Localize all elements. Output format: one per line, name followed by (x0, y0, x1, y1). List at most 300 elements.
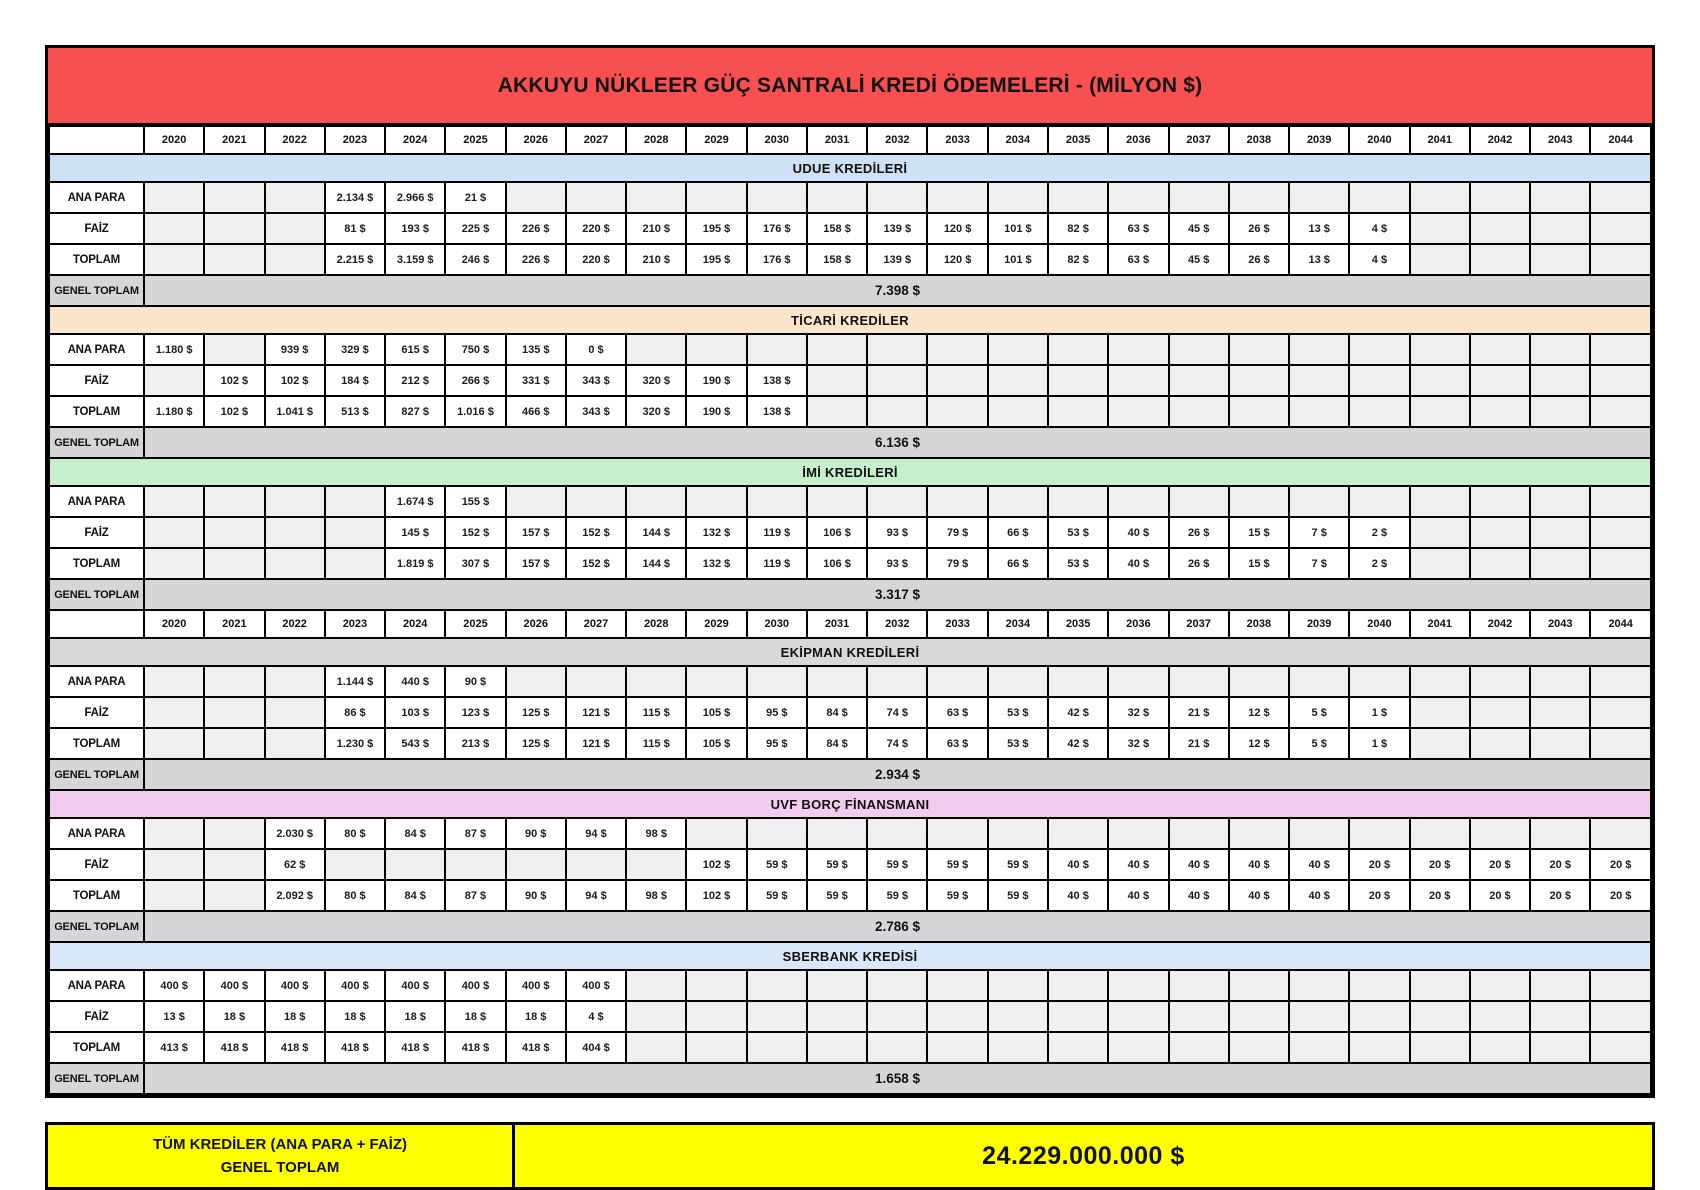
value-cell-sberbank-toplam-2032 (867, 1032, 927, 1063)
value-cell-uvf-faiz-2028 (626, 849, 686, 880)
value-cell-sberbank-ana_para-2036 (1108, 970, 1168, 1001)
value-cell-imi-faiz-2031: 106 $ (807, 517, 867, 548)
value-cell-ticari-toplam-2034 (988, 396, 1048, 427)
year-header-cell: 2022 (265, 610, 325, 638)
ekipman-faiz-row (49, 697, 1651, 728)
value-cell-sberbank-faiz-2030 (747, 1001, 807, 1032)
value-cell-sberbank-faiz-2040 (1349, 1001, 1409, 1032)
year-header-cell: 2044 (1590, 126, 1651, 154)
value-cell-udue-faiz-2036: 63 $ (1108, 213, 1168, 244)
value-cell-sberbank-faiz-2021: 18 $ (204, 1001, 264, 1032)
value-cell-ekipman-ana_para-2020 (144, 666, 204, 697)
value-cell-ticari-faiz-2041 (1410, 365, 1470, 396)
value-cell-imi-toplam-2031: 106 $ (807, 548, 867, 579)
genel-toplam-value-uvf: 2.786 $ (144, 911, 1651, 942)
value-cell-ticari-faiz-2043 (1530, 365, 1590, 396)
value-cell-ekipman-toplam-2043 (1530, 728, 1590, 759)
value-cell-ekipman-faiz-2033: 63 $ (927, 697, 987, 728)
value-cell-ekipman-ana_para-2029 (686, 666, 746, 697)
value-cell-ticari-toplam-2041 (1410, 396, 1470, 427)
value-cell-udue-toplam-2021 (204, 244, 264, 275)
value-cell-ticari-faiz-2032 (867, 365, 927, 396)
value-cell-ticari-faiz-2031 (807, 365, 867, 396)
value-cell-imi-toplam-2022 (265, 548, 325, 579)
genel-toplam-value-imi: 3.317 $ (144, 579, 1651, 610)
value-cell-ticari-ana_para-2043 (1530, 334, 1590, 365)
value-cell-imi-faiz-2037: 26 $ (1169, 517, 1229, 548)
value-cell-sberbank-faiz-2023: 18 $ (325, 1001, 385, 1032)
section-banner-uvf: UVF BORÇ FİNANSMANI (49, 790, 1651, 818)
value-cell-udue-faiz-2039: 13 $ (1289, 213, 1349, 244)
value-cell-sberbank-faiz-2039 (1289, 1001, 1349, 1032)
year-header-cell: 2029 (686, 126, 746, 154)
value-cell-sberbank-toplam-2033 (927, 1032, 987, 1063)
row-label-toplam: TOPLAM (49, 548, 144, 579)
value-cell-sberbank-ana_para-2030 (747, 970, 807, 1001)
value-cell-sberbank-toplam-2037 (1169, 1032, 1229, 1063)
value-cell-sberbank-ana_para-2028 (626, 970, 686, 1001)
value-cell-imi-faiz-2025: 152 $ (445, 517, 505, 548)
value-cell-ticari-faiz-2042 (1470, 365, 1530, 396)
row-label-faiz: FAİZ (49, 517, 144, 548)
section-banner-row-sberbank (49, 942, 1651, 970)
value-cell-uvf-toplam-2037: 40 $ (1169, 880, 1229, 911)
value-cell-sberbank-toplam-2020: 413 $ (144, 1032, 204, 1063)
value-cell-uvf-faiz-2022: 62 $ (265, 849, 325, 880)
value-cell-ekipman-toplam-2041 (1410, 728, 1470, 759)
value-cell-uvf-ana_para-2026: 90 $ (506, 818, 566, 849)
value-cell-sberbank-ana_para-2026: 400 $ (506, 970, 566, 1001)
value-cell-udue-faiz-2042 (1470, 213, 1530, 244)
value-cell-sberbank-faiz-2037 (1169, 1001, 1229, 1032)
value-cell-udue-ana_para-2026 (506, 182, 566, 213)
footer-label-line1: TÜM KREDİLER (ANA PARA + FAİZ) (152, 1135, 408, 1153)
year-header-cell: 2027 (566, 610, 626, 638)
value-cell-ekipman-toplam-2038: 12 $ (1229, 728, 1289, 759)
value-cell-sberbank-faiz-2022: 18 $ (265, 1001, 325, 1032)
value-cell-udue-ana_para-2025: 21 $ (445, 182, 505, 213)
value-cell-imi-ana_para-2037 (1169, 486, 1229, 517)
value-cell-ticari-faiz-2022: 102 $ (265, 365, 325, 396)
value-cell-ekipman-ana_para-2026 (506, 666, 566, 697)
value-cell-sberbank-toplam-2035 (1048, 1032, 1108, 1063)
year-header-cell: 2035 (1048, 610, 1108, 638)
value-cell-uvf-toplam-2024: 84 $ (385, 880, 445, 911)
year-header-cell: 2040 (1349, 610, 1409, 638)
value-cell-sberbank-ana_para-2037 (1169, 970, 1229, 1001)
value-cell-sberbank-faiz-2024: 18 $ (385, 1001, 445, 1032)
value-cell-uvf-toplam-2043: 20 $ (1530, 880, 1590, 911)
year-header-cell: 2020 (144, 126, 204, 154)
value-cell-ticari-ana_para-2031 (807, 334, 867, 365)
value-cell-ticari-faiz-2033 (927, 365, 987, 396)
value-cell-ticari-toplam-2036 (1108, 396, 1168, 427)
ticari-toplam-row (49, 396, 1651, 427)
year-header-cell: 2037 (1169, 126, 1229, 154)
value-cell-sberbank-ana_para-2034 (988, 970, 1048, 1001)
value-cell-uvf-ana_para-2028: 98 $ (626, 818, 686, 849)
udue-genel-toplam-row (49, 275, 1651, 306)
value-cell-uvf-ana_para-2034 (988, 818, 1048, 849)
value-cell-uvf-faiz-2023 (325, 849, 385, 880)
value-cell-uvf-toplam-2027: 94 $ (566, 880, 626, 911)
value-cell-sberbank-toplam-2025: 418 $ (445, 1032, 505, 1063)
value-cell-ticari-ana_para-2026: 135 $ (506, 334, 566, 365)
year-header-cell: 2020 (144, 610, 204, 638)
value-cell-ekipman-ana_para-2031 (807, 666, 867, 697)
value-cell-ticari-ana_para-2036 (1108, 334, 1168, 365)
value-cell-sberbank-faiz-2035 (1048, 1001, 1108, 1032)
value-cell-udue-faiz-2034: 101 $ (988, 213, 1048, 244)
uvf-toplam-row (49, 880, 1651, 911)
genel-toplam-value-ticari: 6.136 $ (144, 427, 1651, 458)
value-cell-ekipman-faiz-2028: 115 $ (626, 697, 686, 728)
row-label-ana_para: ANA PARA (49, 334, 144, 365)
year-header-row (49, 610, 1651, 638)
value-cell-imi-toplam-2038: 15 $ (1229, 548, 1289, 579)
row-label-genel_toplam: GENEL TOPLAM (49, 759, 144, 790)
value-cell-imi-ana_para-2031 (807, 486, 867, 517)
value-cell-imi-toplam-2034: 66 $ (988, 548, 1048, 579)
section-banner-row-ekipman (49, 638, 1651, 666)
value-cell-sberbank-toplam-2021: 418 $ (204, 1032, 264, 1063)
value-cell-uvf-toplam-2033: 59 $ (927, 880, 987, 911)
value-cell-ticari-ana_para-2040 (1349, 334, 1409, 365)
value-cell-ekipman-faiz-2021 (204, 697, 264, 728)
value-cell-ekipman-toplam-2032: 74 $ (867, 728, 927, 759)
row-label-genel_toplam: GENEL TOPLAM (49, 1063, 144, 1094)
value-cell-ticari-ana_para-2029 (686, 334, 746, 365)
value-cell-imi-toplam-2035: 53 $ (1048, 548, 1108, 579)
value-cell-sberbank-ana_para-2025: 400 $ (445, 970, 505, 1001)
value-cell-ekipman-faiz-2022 (265, 697, 325, 728)
value-cell-uvf-toplam-2044: 20 $ (1590, 880, 1651, 911)
ekipman-ana_para-row (49, 666, 1651, 697)
value-cell-sberbank-ana_para-2031 (807, 970, 867, 1001)
row-label-ana_para: ANA PARA (49, 182, 144, 213)
value-cell-ekipman-faiz-2023: 86 $ (325, 697, 385, 728)
sberbank-toplam-row (49, 1032, 1651, 1063)
value-cell-imi-faiz-2038: 15 $ (1229, 517, 1289, 548)
sberbank-faiz-row (49, 1001, 1651, 1032)
year-header-cell: 2022 (265, 126, 325, 154)
value-cell-imi-faiz-2032: 93 $ (867, 517, 927, 548)
year-header-cell: 2031 (807, 126, 867, 154)
value-cell-ticari-ana_para-2041 (1410, 334, 1470, 365)
year-header-cell: 2042 (1470, 126, 1530, 154)
value-cell-imi-ana_para-2040 (1349, 486, 1409, 517)
year-header-cell: 2033 (927, 126, 987, 154)
value-cell-udue-ana_para-2029 (686, 182, 746, 213)
year-header-cell: 2030 (747, 610, 807, 638)
value-cell-udue-ana_para-2042 (1470, 182, 1530, 213)
value-cell-ekipman-ana_para-2030 (747, 666, 807, 697)
value-cell-ekipman-toplam-2044 (1590, 728, 1651, 759)
value-cell-ticari-ana_para-2025: 750 $ (445, 334, 505, 365)
value-cell-udue-ana_para-2022 (265, 182, 325, 213)
value-cell-imi-ana_para-2025: 155 $ (445, 486, 505, 517)
value-cell-imi-ana_para-2028 (626, 486, 686, 517)
year-header-cell: 2021 (204, 126, 264, 154)
value-cell-uvf-ana_para-2022: 2.030 $ (265, 818, 325, 849)
value-cell-ticari-faiz-2029: 190 $ (686, 365, 746, 396)
row-label-ana_para: ANA PARA (49, 970, 144, 1001)
value-cell-imi-faiz-2036: 40 $ (1108, 517, 1168, 548)
value-cell-ekipman-faiz-2043 (1530, 697, 1590, 728)
value-cell-ticari-toplam-2033 (927, 396, 987, 427)
section-banner-row-imi (49, 458, 1651, 486)
value-cell-sberbank-toplam-2028 (626, 1032, 686, 1063)
value-cell-ticari-ana_para-2035 (1048, 334, 1108, 365)
value-cell-udue-ana_para-2020 (144, 182, 204, 213)
value-cell-udue-toplam-2041 (1410, 244, 1470, 275)
value-cell-ekipman-toplam-2026: 125 $ (506, 728, 566, 759)
section-banner-sberbank: SBERBANK KREDİSİ (49, 942, 1651, 970)
value-cell-ticari-toplam-2020: 1.180 $ (144, 396, 204, 427)
value-cell-uvf-ana_para-2029 (686, 818, 746, 849)
value-cell-ekipman-faiz-2034: 53 $ (988, 697, 1048, 728)
value-cell-uvf-ana_para-2030 (747, 818, 807, 849)
value-cell-sberbank-toplam-2044 (1590, 1032, 1651, 1063)
sberbank-ana_para-row (49, 970, 1651, 1001)
value-cell-ekipman-toplam-2040: 1 $ (1349, 728, 1409, 759)
year-header-row (49, 126, 1651, 154)
ticari-genel-toplam-row (49, 427, 1651, 458)
value-cell-udue-ana_para-2040 (1349, 182, 1409, 213)
value-cell-uvf-faiz-2021 (204, 849, 264, 880)
value-cell-ekipman-faiz-2040: 1 $ (1349, 697, 1409, 728)
value-cell-ticari-faiz-2024: 212 $ (385, 365, 445, 396)
value-cell-ticari-toplam-2030: 138 $ (747, 396, 807, 427)
value-cell-imi-ana_para-2039 (1289, 486, 1349, 517)
value-cell-udue-toplam-2034: 101 $ (988, 244, 1048, 275)
value-cell-imi-faiz-2024: 145 $ (385, 517, 445, 548)
value-cell-imi-ana_para-2034 (988, 486, 1048, 517)
value-cell-ticari-toplam-2037 (1169, 396, 1229, 427)
year-header-cell: 2033 (927, 610, 987, 638)
value-cell-imi-toplam-2026: 157 $ (506, 548, 566, 579)
value-cell-imi-toplam-2020 (144, 548, 204, 579)
value-cell-imi-ana_para-2032 (867, 486, 927, 517)
value-cell-sberbank-faiz-2026: 18 $ (506, 1001, 566, 1032)
ekipman-toplam-row (49, 728, 1651, 759)
row-label-toplam: TOPLAM (49, 396, 144, 427)
value-cell-udue-faiz-2031: 158 $ (807, 213, 867, 244)
value-cell-uvf-faiz-2026 (506, 849, 566, 880)
value-cell-imi-toplam-2032: 93 $ (867, 548, 927, 579)
row-label-toplam: TOPLAM (49, 1032, 144, 1063)
value-cell-sberbank-ana_para-2044 (1590, 970, 1651, 1001)
value-cell-uvf-ana_para-2027: 94 $ (566, 818, 626, 849)
value-cell-sberbank-ana_para-2023: 400 $ (325, 970, 385, 1001)
value-cell-ekipman-ana_para-2034 (988, 666, 1048, 697)
value-cell-ticari-faiz-2026: 331 $ (506, 365, 566, 396)
year-header-cell: 2032 (867, 126, 927, 154)
udue-toplam-row (49, 244, 1651, 275)
value-cell-imi-toplam-2040: 2 $ (1349, 548, 1409, 579)
value-cell-sberbank-ana_para-2042 (1470, 970, 1530, 1001)
value-cell-ticari-toplam-2028: 320 $ (626, 396, 686, 427)
value-cell-imi-faiz-2034: 66 $ (988, 517, 1048, 548)
year-header-cell: 2025 (445, 126, 505, 154)
value-cell-imi-faiz-2026: 157 $ (506, 517, 566, 548)
year-header-cell: 2034 (988, 126, 1048, 154)
value-cell-udue-faiz-2022 (265, 213, 325, 244)
value-cell-udue-faiz-2040: 4 $ (1349, 213, 1409, 244)
value-cell-ticari-ana_para-2038 (1229, 334, 1289, 365)
value-cell-ticari-toplam-2026: 466 $ (506, 396, 566, 427)
row-label-ana_para: ANA PARA (49, 486, 144, 517)
value-cell-uvf-faiz-2035: 40 $ (1048, 849, 1108, 880)
value-cell-sberbank-faiz-2044 (1590, 1001, 1651, 1032)
value-cell-ekipman-faiz-2039: 5 $ (1289, 697, 1349, 728)
year-header-cell: 2043 (1530, 126, 1590, 154)
loan-table-body (49, 126, 1651, 1094)
value-cell-udue-faiz-2037: 45 $ (1169, 213, 1229, 244)
value-cell-uvf-faiz-2025 (445, 849, 505, 880)
year-header-cell: 2040 (1349, 126, 1409, 154)
value-cell-ticari-toplam-2043 (1530, 396, 1590, 427)
value-cell-ekipman-toplam-2042 (1470, 728, 1530, 759)
value-cell-ekipman-faiz-2026: 125 $ (506, 697, 566, 728)
value-cell-sberbank-ana_para-2038 (1229, 970, 1289, 1001)
value-cell-sberbank-toplam-2024: 418 $ (385, 1032, 445, 1063)
value-cell-uvf-toplam-2038: 40 $ (1229, 880, 1289, 911)
value-cell-imi-faiz-2035: 53 $ (1048, 517, 1108, 548)
value-cell-ekipman-ana_para-2041 (1410, 666, 1470, 697)
value-cell-sberbank-toplam-2026: 418 $ (506, 1032, 566, 1063)
section-banner-row-uvf (49, 790, 1651, 818)
value-cell-uvf-toplam-2022: 2.092 $ (265, 880, 325, 911)
value-cell-udue-toplam-2031: 158 $ (807, 244, 867, 275)
section-banner-udue: UDUE KREDİLERİ (49, 154, 1651, 182)
value-cell-uvf-toplam-2042: 20 $ (1470, 880, 1530, 911)
value-cell-imi-faiz-2028: 144 $ (626, 517, 686, 548)
value-cell-sberbank-faiz-2027: 4 $ (566, 1001, 626, 1032)
value-cell-sberbank-faiz-2020: 13 $ (144, 1001, 204, 1032)
row-label-toplam: TOPLAM (49, 880, 144, 911)
value-cell-sberbank-ana_para-2027: 400 $ (566, 970, 626, 1001)
value-cell-uvf-faiz-2031: 59 $ (807, 849, 867, 880)
value-cell-imi-ana_para-2026 (506, 486, 566, 517)
value-cell-ekipman-faiz-2037: 21 $ (1169, 697, 1229, 728)
value-cell-udue-ana_para-2035 (1048, 182, 1108, 213)
value-cell-ticari-toplam-2024: 827 $ (385, 396, 445, 427)
value-cell-imi-toplam-2033: 79 $ (927, 548, 987, 579)
value-cell-udue-ana_para-2024: 2.966 $ (385, 182, 445, 213)
corner-cell (49, 126, 144, 154)
value-cell-sberbank-ana_para-2043 (1530, 970, 1590, 1001)
value-cell-udue-toplam-2025: 246 $ (445, 244, 505, 275)
value-cell-udue-ana_para-2021 (204, 182, 264, 213)
ticari-faiz-row (49, 365, 1651, 396)
value-cell-udue-toplam-2032: 139 $ (867, 244, 927, 275)
value-cell-uvf-ana_para-2039 (1289, 818, 1349, 849)
value-cell-sberbank-toplam-2042 (1470, 1032, 1530, 1063)
value-cell-uvf-ana_para-2042 (1470, 818, 1530, 849)
value-cell-ekipman-toplam-2027: 121 $ (566, 728, 626, 759)
year-header-cell: 2039 (1289, 610, 1349, 638)
year-header-cell: 2035 (1048, 126, 1108, 154)
value-cell-ekipman-faiz-2027: 121 $ (566, 697, 626, 728)
value-cell-uvf-ana_para-2032 (867, 818, 927, 849)
value-cell-imi-ana_para-2033 (927, 486, 987, 517)
value-cell-udue-ana_para-2041 (1410, 182, 1470, 213)
genel-toplam-value-udue: 7.398 $ (144, 275, 1651, 306)
value-cell-imi-faiz-2039: 7 $ (1289, 517, 1349, 548)
value-cell-ekipman-toplam-2030: 95 $ (747, 728, 807, 759)
value-cell-ekipman-faiz-2035: 42 $ (1048, 697, 1108, 728)
year-header-cell: 2044 (1590, 610, 1651, 638)
year-header-cell: 2026 (506, 126, 566, 154)
row-label-toplam: TOPLAM (49, 244, 144, 275)
imi-genel-toplam-row (49, 579, 1651, 610)
imi-ana_para-row (49, 486, 1651, 517)
value-cell-sberbank-toplam-2034 (988, 1032, 1048, 1063)
value-cell-ticari-faiz-2040 (1349, 365, 1409, 396)
value-cell-sberbank-faiz-2031 (807, 1001, 867, 1032)
year-header-cell: 2039 (1289, 126, 1349, 154)
value-cell-ticari-faiz-2039 (1289, 365, 1349, 396)
value-cell-udue-faiz-2026: 226 $ (506, 213, 566, 244)
value-cell-ekipman-ana_para-2022 (265, 666, 325, 697)
value-cell-imi-faiz-2043 (1530, 517, 1590, 548)
value-cell-imi-ana_para-2021 (204, 486, 264, 517)
value-cell-imi-toplam-2028: 144 $ (626, 548, 686, 579)
value-cell-ekipman-ana_para-2033 (927, 666, 987, 697)
value-cell-imi-ana_para-2029 (686, 486, 746, 517)
value-cell-imi-toplam-2036: 40 $ (1108, 548, 1168, 579)
year-header-cell: 2038 (1229, 126, 1289, 154)
value-cell-udue-ana_para-2037 (1169, 182, 1229, 213)
uvf-ana_para-row (49, 818, 1651, 849)
year-header-cell: 2028 (626, 126, 686, 154)
value-cell-imi-ana_para-2044 (1590, 486, 1651, 517)
value-cell-udue-toplam-2024: 3.159 $ (385, 244, 445, 275)
footer-label-line2: GENEL TOPLAM (220, 1159, 340, 1176)
value-cell-ticari-ana_para-2034 (988, 334, 1048, 365)
value-cell-uvf-toplam-2035: 40 $ (1048, 880, 1108, 911)
value-cell-imi-ana_para-2030 (747, 486, 807, 517)
value-cell-udue-faiz-2024: 193 $ (385, 213, 445, 244)
year-header-cell: 2029 (686, 610, 746, 638)
value-cell-ekipman-ana_para-2040 (1349, 666, 1409, 697)
ekipman-genel-toplam-row (49, 759, 1651, 790)
value-cell-ticari-ana_para-2024: 615 $ (385, 334, 445, 365)
value-cell-uvf-toplam-2023: 80 $ (325, 880, 385, 911)
value-cell-imi-toplam-2030: 119 $ (747, 548, 807, 579)
value-cell-ekipman-toplam-2021 (204, 728, 264, 759)
value-cell-uvf-toplam-2040: 20 $ (1349, 880, 1409, 911)
value-cell-udue-faiz-2044 (1590, 213, 1651, 244)
value-cell-udue-toplam-2030: 176 $ (747, 244, 807, 275)
value-cell-ticari-toplam-2039 (1289, 396, 1349, 427)
ticari-ana_para-row (49, 334, 1651, 365)
value-cell-udue-toplam-2036: 63 $ (1108, 244, 1168, 275)
row-label-ana_para: ANA PARA (49, 818, 144, 849)
value-cell-ticari-toplam-2044 (1590, 396, 1651, 427)
value-cell-udue-faiz-2032: 139 $ (867, 213, 927, 244)
value-cell-imi-ana_para-2020 (144, 486, 204, 517)
uvf-faiz-row (49, 849, 1651, 880)
value-cell-uvf-faiz-2033: 59 $ (927, 849, 987, 880)
value-cell-imi-toplam-2039: 7 $ (1289, 548, 1349, 579)
value-cell-ticari-faiz-2025: 266 $ (445, 365, 505, 396)
value-cell-uvf-toplam-2034: 59 $ (988, 880, 1048, 911)
value-cell-udue-toplam-2035: 82 $ (1048, 244, 1108, 275)
value-cell-imi-ana_para-2042 (1470, 486, 1530, 517)
value-cell-ekipman-ana_para-2042 (1470, 666, 1530, 697)
